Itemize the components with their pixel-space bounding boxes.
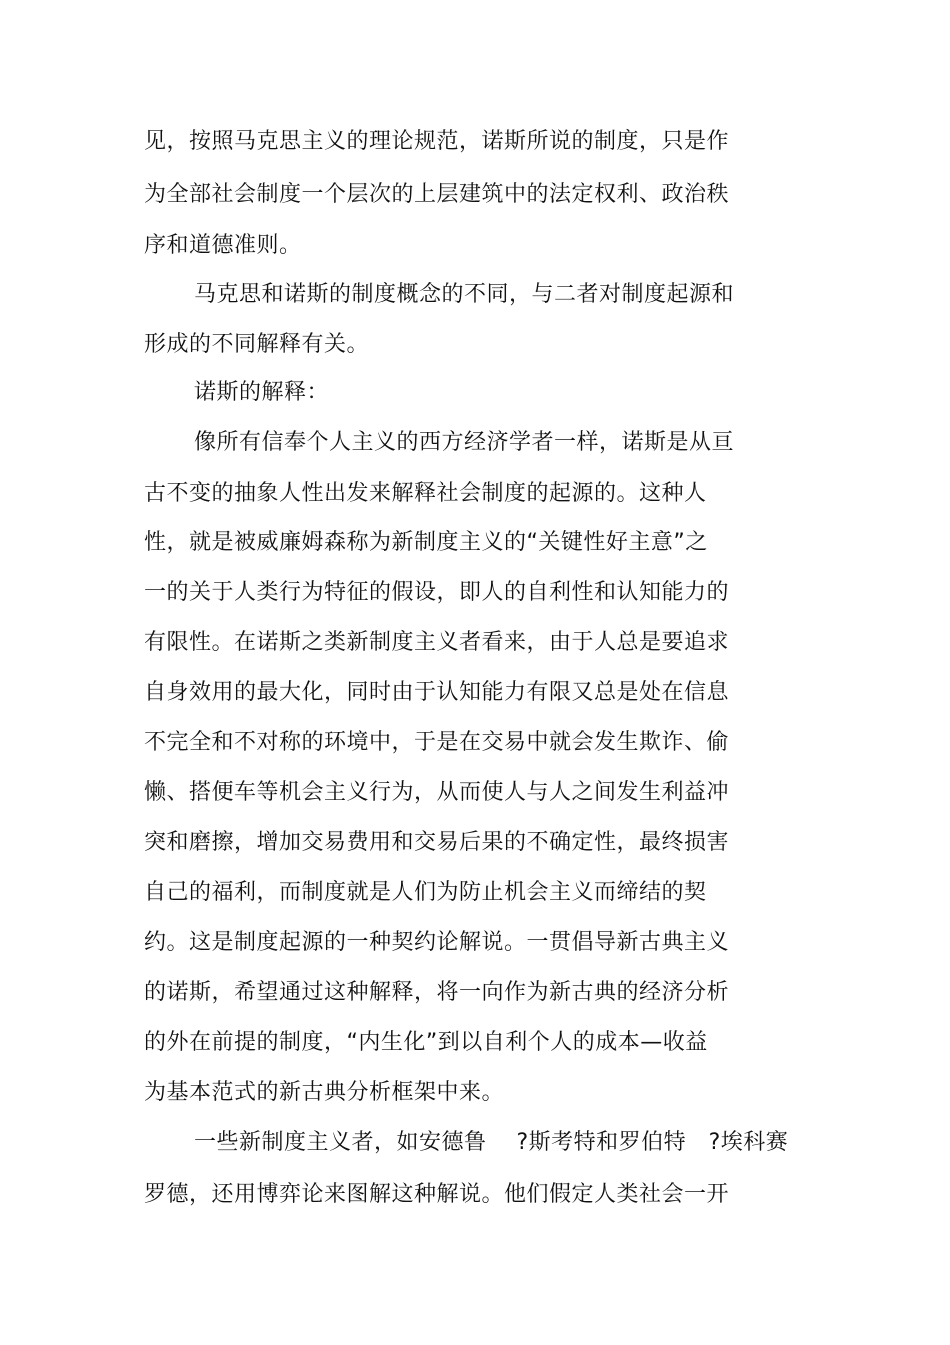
text-line: 约。这是制度起源的一种契约论解说。一贯倡导新古典主义	[144, 930, 730, 955]
text-line: 自己的福利，而制度就是人们为防止机会主义而缔结的契	[144, 880, 707, 905]
text-line: 罗德，还用博弈论来图解这种解说。他们假定人类社会一开	[144, 1182, 730, 1207]
paragraph-first-line: 一些新制度主义者，如安德鲁 ?斯考特和罗伯特 ?埃科赛	[194, 1130, 789, 1155]
text-line: 古不变的抽象人性出发来解释社会制度的起源的。这种人	[144, 481, 707, 506]
text-line: 不完全和不对称的环境中，于是在交易中就会发生欺诈、偷	[144, 730, 730, 755]
text-line: 突和磨擦，增加交易费用和交易后果的不确定性，最终损害	[144, 830, 730, 855]
text-line: 的外在前提的制度，“内生化”到以自利个人的成本—收益	[144, 1030, 708, 1055]
text-line: 形成的不同解释有关。	[144, 332, 370, 357]
text-line: 懒、搭便车等机会主义行为，从而使人与人之间发生利益冲	[144, 780, 730, 805]
text-line: 有限性。在诺斯之类新制度主义者看来，由于人总是要追求	[144, 630, 730, 655]
paragraph-first-line: 像所有信奉个人主义的西方经济学者一样，诺斯是从亘	[194, 430, 735, 455]
text-line: 序和道德准则。	[144, 233, 302, 258]
text-line: 自身效用的最大化，同时由于认知能力有限又总是处在信息	[144, 680, 730, 705]
paragraph-first-line: 马克思和诺斯的制度概念的不同，与二者对制度起源和	[194, 282, 735, 307]
text-line: 性，就是被威廉姆森称为新制度主义的“关键性好主意”之	[144, 530, 708, 555]
text-line: 的诺斯，希望通过这种解释，将一向作为新古典的经济分析	[144, 980, 730, 1005]
text-line: 一的关于人类行为特征的假设，即人的自利性和认知能力的	[144, 580, 730, 605]
text-line: 见，按照马克思主义的理论规范，诺斯所说的制度，只是作	[144, 129, 730, 154]
text-line: 为基本范式的新古典分析框架中来。	[144, 1080, 505, 1105]
text-line: 为全部社会制度一个层次的上层建筑中的法定权利、政治秩	[144, 182, 730, 207]
section-label: 诺斯的解释：	[194, 380, 330, 405]
